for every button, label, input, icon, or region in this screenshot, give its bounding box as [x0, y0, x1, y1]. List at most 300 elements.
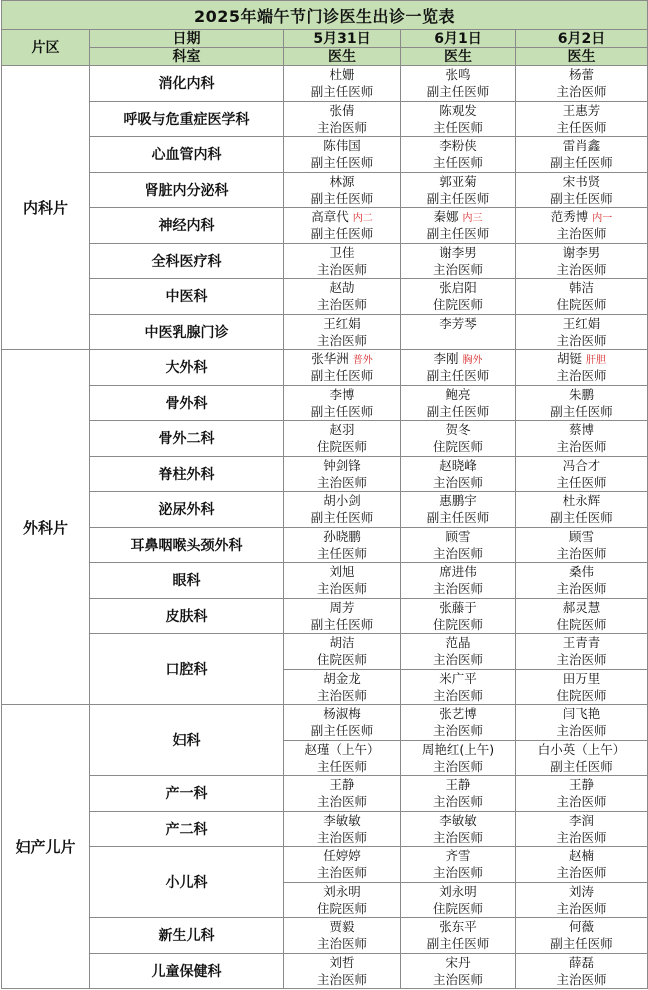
doctor-cell: [284, 421, 401, 457]
doctor-cell: [284, 172, 401, 208]
doctor-name: 李敏敏: [323, 812, 361, 828]
table-row: [2, 172, 648, 208]
doctor-cell: [516, 279, 648, 315]
doctor-cell: [516, 776, 648, 812]
date-header: 日期: [90, 30, 284, 48]
doctor-cell: [516, 918, 648, 954]
doctor-cell: [284, 243, 401, 279]
table-row: [2, 314, 648, 350]
table-row: [2, 279, 648, 315]
doctor-cell: [284, 811, 401, 847]
subspecialty-tag: 内三: [462, 213, 483, 225]
doctor-cell: [401, 314, 516, 350]
doctor-name: 韩洁: [569, 280, 595, 296]
doctor-cell: [516, 243, 648, 279]
doctor-title: 主任医师: [432, 119, 483, 135]
doctor-name: 谢李男: [439, 244, 477, 260]
doctor-name: 刘旭: [329, 564, 355, 580]
doctor-title: 主治医师: [316, 581, 367, 597]
doctor-title: 主治医师: [556, 368, 607, 384]
doctor-title: 主治医师: [432, 971, 483, 987]
doctor-cell: [516, 421, 648, 457]
table-row: [2, 385, 648, 421]
department-name: 小儿科: [90, 847, 284, 918]
doctor-cell: [401, 137, 516, 173]
table-row: [2, 918, 648, 954]
doctor-cell: [401, 705, 516, 741]
doctor-name: 杨蕾: [569, 67, 595, 83]
doctor-title: 主治医师: [556, 439, 607, 455]
doctor-name: 李润: [569, 812, 595, 828]
doctor-cell: [516, 208, 648, 244]
doctor-title: 主治医师: [556, 652, 607, 668]
doctor-name: 李博: [329, 386, 355, 402]
doctor-cell: [516, 456, 648, 492]
doctor-title: 副主任医师: [426, 226, 490, 242]
doctor-title: 主治医师: [556, 226, 607, 242]
doctor-name: 赵晓峰: [439, 457, 477, 473]
doctor-title: 住院医师: [316, 439, 367, 455]
doctor-name: 齐雪: [445, 848, 471, 864]
doctor-cell: [516, 314, 648, 350]
schedule-table: [1, 0, 648, 989]
doctor-cell: [284, 66, 401, 102]
doctor-title: 住院医师: [432, 439, 483, 455]
table-row: [2, 847, 648, 883]
subspecialty-tag: 胸外: [462, 355, 483, 367]
doctor-header: 医生: [401, 48, 516, 66]
doctor-name: 杜永辉: [562, 493, 601, 509]
department-name: 产二科: [90, 811, 284, 847]
doctor-title: 主治医师: [556, 794, 607, 810]
doctor-name: 张华洲: [311, 351, 349, 367]
doctor-name: 米广平: [439, 670, 477, 686]
doctor-cell: [401, 208, 516, 244]
department-name: 中医科: [90, 279, 284, 315]
doctor-title: [401, 332, 515, 349]
doctor-name: 陈观发: [439, 102, 477, 118]
doctor-name: 高章代: [311, 209, 349, 225]
table-row: [2, 776, 648, 812]
doctor-name: 鲍亮: [445, 386, 471, 402]
doctor-title: 主治医师: [316, 261, 367, 277]
doctor-cell: [516, 101, 648, 137]
doctor-name: 张倩: [329, 102, 355, 118]
zone-label: 外科片: [2, 350, 90, 705]
doctor-title: 主治医师: [432, 581, 483, 597]
table-row: [2, 421, 648, 457]
doctor-cell: [401, 350, 516, 386]
subspecialty-tag: 肝胆: [586, 355, 607, 367]
table-row: [2, 527, 648, 563]
doctor-name: 杨淑梅: [323, 706, 361, 722]
doctor-title: 副主任医师: [550, 510, 613, 526]
doctor-title: 主治医师: [316, 119, 367, 135]
doctor-cell: [516, 740, 648, 776]
doctor-name: 周芳: [329, 599, 355, 615]
doctor-title: 主治医师: [316, 971, 367, 987]
doctor-title: 副主任医师: [310, 616, 374, 632]
table-row: [2, 705, 648, 741]
doctor-name: 李刚: [433, 351, 459, 367]
table-row: [2, 811, 648, 847]
doctor-cell: [516, 527, 648, 563]
doctor-cell: [284, 527, 401, 563]
department-name: 眼科: [90, 563, 284, 599]
doctor-name: 赵楠: [569, 848, 595, 864]
doctor-title: 住院医师: [316, 900, 367, 916]
doctor-title: 主治医师: [556, 900, 607, 916]
doctor-title: 主治医师: [432, 687, 483, 703]
table-row: [2, 208, 648, 244]
doctor-cell: [401, 172, 516, 208]
doctor-title: 主任医师: [316, 758, 367, 774]
doctor-cell: [516, 634, 648, 670]
doctor-cell: [401, 740, 516, 776]
doctor-name: 白小英（上午）: [537, 741, 626, 757]
department-name: 皮肤科: [90, 598, 284, 634]
doctor-title: 主治医师: [316, 474, 367, 490]
doctor-name: 秦娜: [433, 209, 459, 225]
doctor-name: 张启阳: [439, 280, 477, 296]
doctor-name: 惠鹏宇: [439, 493, 477, 509]
doctor-cell: [401, 847, 516, 883]
doctor-title: 主任医师: [316, 545, 367, 561]
doctor-name: 贺冬: [445, 422, 471, 438]
doctor-cell: [284, 101, 401, 137]
doctor-name: 王惠芳: [562, 102, 601, 118]
doctor-title: 副主任医师: [426, 403, 490, 419]
doctor-name: 张藤于: [439, 599, 477, 615]
doctor-title: 副主任医师: [550, 936, 613, 952]
doctor-cell: [401, 811, 516, 847]
doctor-name: 刘哲: [329, 954, 355, 970]
doctor-name: 刘永明: [323, 883, 361, 899]
doctor-cell: [401, 776, 516, 812]
department-name: 泌尿外科: [90, 492, 284, 528]
department-name: 骨外二科: [90, 421, 284, 457]
zone-label: 妇产儿片: [2, 705, 90, 989]
department-name: 中医乳腺门诊: [90, 314, 284, 350]
doctor-title: 副主任医师: [310, 226, 374, 242]
department-name: 呼吸与危重症医学科: [90, 101, 284, 137]
doctor-title: 主治医师: [432, 545, 483, 561]
doctor-title: 住院医师: [556, 616, 607, 632]
doctor-name: 宋书贤: [562, 173, 601, 189]
doctor-title: 主治医师: [556, 865, 607, 881]
doctor-cell: [401, 527, 516, 563]
doctor-cell: [284, 208, 401, 244]
doctor-cell: [284, 385, 401, 421]
doctor-header: 医生: [284, 48, 401, 66]
doctor-cell: [284, 669, 401, 705]
doctor-title: 副主任医师: [426, 936, 490, 952]
doctor-name: 周艳红(上午): [421, 741, 495, 757]
doctor-cell: [401, 421, 516, 457]
doctor-title: 主治医师: [316, 794, 367, 810]
doctor-title: 住院医师: [432, 297, 483, 313]
doctor-cell: [401, 634, 516, 670]
doctor-title: 主治医师: [316, 865, 367, 881]
doctor-title: 副主任医师: [426, 510, 490, 526]
department-name: 耳鼻咽喉头颈外科: [90, 527, 284, 563]
doctor-cell: [516, 137, 648, 173]
doctor-title: 副主任医师: [310, 403, 374, 419]
doctor-title: 主治医师: [316, 332, 367, 348]
department-name: 骨外科: [90, 385, 284, 421]
doctor-title: 主治医师: [316, 687, 367, 703]
doctor-cell: [284, 598, 401, 634]
doctor-title: 主任医师: [556, 474, 607, 490]
doctor-cell: [284, 492, 401, 528]
doctor-title: 主治医师: [432, 758, 483, 774]
table-row: [2, 66, 648, 102]
doctor-cell: [516, 598, 648, 634]
doctor-title: 主治医师: [432, 261, 483, 277]
doctor-name: 张鸣: [445, 67, 471, 83]
date-col-2: 6月1日: [401, 30, 516, 48]
doctor-title: 住院医师: [432, 616, 483, 632]
doctor-title: 主任医师: [432, 155, 483, 171]
doctor-cell: [284, 634, 401, 670]
doctor-title: 主治医师: [556, 971, 607, 987]
doctor-name: 卫佳: [329, 244, 355, 260]
doctor-title: 副主任医师: [550, 190, 613, 206]
department-name: 大外科: [90, 350, 284, 386]
doctor-title: 主治医师: [556, 723, 607, 739]
doctor-cell: [516, 350, 648, 386]
doctor-name: 刘永明: [439, 883, 477, 899]
doctor-name: 王红娟: [562, 315, 601, 331]
doctor-name: 孙晓鹏: [323, 528, 361, 544]
doctor-title: 主治医师: [316, 936, 367, 952]
date-col-3: 6月2日: [516, 30, 648, 48]
doctor-cell: [401, 598, 516, 634]
doctor-title: 主治医师: [316, 297, 367, 313]
doctor-title: 住院医师: [316, 652, 367, 668]
doctor-title: 住院医师: [556, 297, 607, 313]
doctor-name: 王红娟: [323, 315, 361, 331]
doctor-header: 医生: [516, 48, 648, 66]
doctor-cell: [401, 882, 516, 918]
doctor-cell: [284, 953, 401, 989]
doctor-name: 王静: [569, 777, 595, 793]
table-row: [2, 492, 648, 528]
doctor-name: 胡洁: [329, 635, 355, 651]
doctor-cell: [401, 492, 516, 528]
doctor-cell: [401, 243, 516, 279]
doctor-cell: [401, 953, 516, 989]
doctor-cell: [516, 492, 648, 528]
doctor-title: 副主任医师: [310, 510, 374, 526]
department-name: 消化内科: [90, 66, 284, 102]
doctor-name: 李粉侠: [439, 138, 477, 154]
doctor-title: 主治医师: [432, 652, 483, 668]
doctor-title: 副主任医师: [426, 190, 490, 206]
department-name: 新生儿科: [90, 918, 284, 954]
doctor-name: 王静: [329, 777, 355, 793]
doctor-cell: [284, 882, 401, 918]
doctor-name: 何薇: [569, 919, 595, 935]
doctor-cell: [284, 740, 401, 776]
doctor-cell: [401, 563, 516, 599]
table-row: [2, 953, 648, 989]
doctor-title: 副主任医师: [550, 758, 613, 774]
doctor-cell: [516, 882, 648, 918]
doctor-name: 王青青: [562, 635, 601, 651]
doctor-name: 薛磊: [569, 954, 595, 970]
doctor-name: 刘涛: [569, 883, 595, 899]
doctor-cell: [516, 705, 648, 741]
doctor-name: 席进伟: [439, 564, 477, 580]
doctor-name: 胡金龙: [323, 670, 361, 686]
doctor-title: 副主任医师: [426, 84, 490, 100]
doctor-title: 副主任医师: [310, 368, 374, 384]
doctor-name: 顾雪: [445, 528, 471, 544]
doctor-name: 范秀博: [550, 209, 589, 225]
doctor-name: 范晶: [445, 635, 471, 651]
doctor-title: 副主任医师: [550, 403, 613, 419]
table-row: [2, 634, 648, 670]
doctor-cell: [516, 385, 648, 421]
doctor-title: 主治医师: [432, 829, 483, 845]
doctor-name: 林源: [329, 173, 355, 189]
doctor-title: 住院医师: [432, 900, 483, 916]
department-name: 心血管内科: [90, 137, 284, 173]
doctor-name: 桑伟: [569, 564, 595, 580]
doctor-name: 李敏敏: [439, 812, 477, 828]
department-name: 全科医疗科: [90, 243, 284, 279]
doctor-name: 雷肖鑫: [562, 138, 601, 154]
doctor-cell: [284, 350, 401, 386]
doctor-cell: [284, 279, 401, 315]
doctor-cell: [284, 705, 401, 741]
doctor-cell: [284, 776, 401, 812]
doctor-name: 李芳琴: [439, 315, 477, 331]
department-name: 妇科: [90, 705, 284, 776]
doctor-name: 胡铤: [557, 351, 583, 367]
table-row: [2, 243, 648, 279]
doctor-cell: [284, 137, 401, 173]
doctor-cell: [401, 918, 516, 954]
doctor-name: 宋丹: [445, 954, 471, 970]
doctor-name: 赵劼: [329, 280, 355, 296]
doctor-cell: [284, 847, 401, 883]
doctor-title: 副主任医师: [310, 84, 374, 100]
doctor-cell: [401, 669, 516, 705]
doctor-name: 顾雪: [569, 528, 595, 544]
doctor-cell: [401, 66, 516, 102]
doctor-name: 王静: [445, 777, 471, 793]
doctor-title: 副主任医师: [550, 155, 613, 171]
doctor-title: 主治医师: [316, 829, 367, 845]
doctor-name: 赵瑾（上午）: [304, 741, 380, 757]
table-row: [2, 563, 648, 599]
doctor-name: 冯合才: [562, 457, 601, 473]
doctor-name: 郭亚菊: [439, 173, 477, 189]
table-title: 2025年端午节门诊医生出诊一览表: [2, 1, 648, 30]
subspecialty-tag: 内一: [592, 213, 613, 225]
doctor-title: 副主任医师: [426, 368, 490, 384]
doctor-name: 赵羽: [329, 422, 355, 438]
table-row: [2, 456, 648, 492]
doctor-cell: [284, 456, 401, 492]
doctor-title: 住院医师: [556, 687, 607, 703]
doctor-title: 主治医师: [432, 865, 483, 881]
doctor-name: 陈伟国: [323, 138, 361, 154]
doctor-cell: [516, 847, 648, 883]
subspecialty-tag: 普外: [352, 355, 373, 367]
doctor-cell: [516, 811, 648, 847]
doctor-name: 田万里: [562, 670, 601, 686]
table-row: [2, 101, 648, 137]
doctor-cell: [516, 172, 648, 208]
dept-header: 科室: [90, 48, 284, 66]
doctor-name: 朱鹏: [569, 386, 595, 402]
doctor-title: 副主任医师: [310, 155, 374, 171]
doctor-cell: [401, 101, 516, 137]
table-row: [2, 350, 648, 386]
doctor-title: 主治医师: [556, 545, 607, 561]
zone-header: 片区: [2, 30, 90, 66]
table-row: [2, 598, 648, 634]
department-name: 神经内科: [90, 208, 284, 244]
doctor-title: 主治医师: [556, 261, 607, 277]
table-row: [2, 137, 648, 173]
doctor-name: 胡小剑: [323, 493, 361, 509]
department-name: 口腔科: [90, 634, 284, 705]
subspecialty-tag: 内二: [352, 213, 373, 225]
doctor-name: 杜姗: [329, 67, 355, 83]
department-name: 肾脏内分泌科: [90, 172, 284, 208]
doctor-cell: [284, 314, 401, 350]
doctor-title: 主任医师: [556, 119, 607, 135]
doctor-cell: [401, 279, 516, 315]
doctor-name: 钟剑锋: [323, 457, 361, 473]
doctor-name: 张东平: [439, 919, 477, 935]
doctor-title: 主治医师: [556, 332, 607, 348]
doctor-name: 任婷婷: [323, 848, 361, 864]
doctor-name: 蔡博: [569, 422, 595, 438]
doctor-cell: [401, 456, 516, 492]
doctor-title: 副主任医师: [310, 723, 374, 739]
doctor-title: 主治医师: [432, 723, 483, 739]
doctor-cell: [401, 385, 516, 421]
doctor-cell: [284, 563, 401, 599]
doctor-cell: [516, 953, 648, 989]
doctor-cell: [516, 66, 648, 102]
doctor-cell: [284, 918, 401, 954]
doctor-name: 谢李男: [562, 244, 601, 260]
date-col-1: 5月31日: [284, 30, 401, 48]
doctor-name: 郝灵慧: [562, 599, 601, 615]
doctor-name: 贾毅: [329, 919, 355, 935]
department-name: 产一科: [90, 776, 284, 812]
doctor-title: 主治医师: [556, 84, 607, 100]
doctor-title: 副主任医师: [310, 190, 374, 206]
doctor-cell: [516, 669, 648, 705]
doctor-title: 主治医师: [432, 794, 483, 810]
department-name: 儿童保健科: [90, 953, 284, 989]
doctor-name: 张艺博: [439, 706, 477, 722]
doctor-title: 主治医师: [556, 581, 607, 597]
doctor-cell: [516, 563, 648, 599]
doctor-title: 主治医师: [432, 474, 483, 490]
zone-label: 内科片: [2, 66, 90, 350]
doctor-name: 闫飞艳: [562, 706, 601, 722]
doctor-title: 主治医师: [556, 829, 607, 845]
department-name: 脊柱外科: [90, 456, 284, 492]
